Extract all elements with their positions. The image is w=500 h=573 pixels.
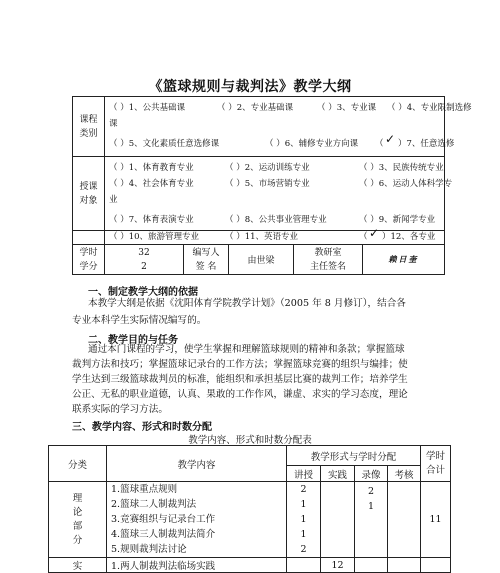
theory-lecture-hours: 2 1 1 1 2 — [287, 482, 321, 558]
option-public-basic: （ ）1、公共基础课 — [109, 103, 186, 113]
course-category-label: 课程 类别 — [73, 97, 105, 157]
option-any-elective: ）7、任意选修 — [398, 139, 455, 149]
header-total: 学时 合计 — [421, 446, 451, 482]
option-restricted-elective-cont: 课 — [109, 119, 118, 129]
course-info-table — [72, 96, 472, 275]
option-minor-direction: （ ）6、辅修专业方向课 — [265, 139, 359, 149]
section-heading-content: 三、教学内容、形式和时数分配 — [72, 422, 212, 433]
theory-practice-hours — [321, 482, 355, 558]
option-professional-basic: （ ）2、专业基础课 — [217, 103, 294, 113]
paragraph-goals-line3: 学生达到三级篮球裁判员的标准，能组织和承担基层比赛的裁判工作；培养学生 — [72, 374, 408, 385]
practice-practice-hours: 12 — [321, 558, 355, 573]
paragraph-goals-line4: 公正、无私的职业道德，认真、果敢的工作作风，谦虚、求实的学习态度，理论 — [72, 389, 408, 400]
hours-credits-label: 学时 学分 — [73, 245, 105, 275]
majors-options-extra — [105, 226, 445, 245]
checkmark-icon: ✓ — [369, 226, 380, 240]
section-heading-basis: 一、制定教学大纲的依据 — [88, 287, 198, 298]
author-name: 由世梁 — [229, 245, 294, 275]
theory-exam-hours — [388, 482, 421, 558]
theory-row — [49, 482, 451, 558]
course-category-row — [73, 97, 445, 157]
majors-options — [105, 157, 453, 231]
option-any-elective-open: （ — [375, 139, 384, 149]
option-human-sport-science-cont: 业 — [109, 195, 118, 205]
schedule-table — [48, 445, 451, 573]
option-national-traditional: （ ）3、民族传统专业 — [359, 163, 444, 173]
hours-row — [73, 245, 445, 275]
hours-value: 32 — [138, 247, 150, 258]
credits-value: 2 — [141, 261, 147, 272]
option-public-affairs: （ ）8、公共事业管理专业 — [225, 215, 327, 225]
list-item: 1.篮球重点规则 — [111, 484, 178, 495]
header-lecture: 讲授 — [287, 466, 321, 482]
theory-total-hours: 11 — [421, 482, 451, 558]
office-director-label: 教研室 主任签名 — [294, 245, 363, 275]
option-human-sport-science: （ ）6、运动人体科学专 — [359, 179, 453, 189]
option-all-majors-open: （ — [359, 232, 368, 242]
option-english: （ ）11、英语专业 — [225, 232, 299, 242]
list-item: 3.竞赛组织与记录台工作 — [111, 514, 216, 525]
option-sports-performance: （ ）7、体育表演专业 — [109, 215, 194, 225]
list-item: 2.篮球二人制裁判法 — [111, 499, 197, 510]
majors-label: 授课 对象 — [73, 157, 105, 231]
paragraph-goals-line2: 裁判方法和技巧；掌握篮球记录台的工作方法；掌握篮球竞赛的组织与编排；使 — [72, 359, 408, 370]
option-journalism: （ ）9、新闻学专业 — [359, 215, 436, 225]
option-all-majors: ）12、各专业 — [382, 232, 436, 242]
option-restricted-elective: （ ）4、专业限制选修 — [387, 103, 472, 113]
majors-row — [73, 157, 445, 231]
header-practice: 实践 — [321, 466, 355, 482]
paragraph-goals-line5: 联系实际的学习方法。 — [72, 404, 168, 415]
practice-item: 1.两人制裁判法临场实践 — [107, 558, 287, 573]
header-video: 录像 — [355, 466, 388, 482]
option-culture-elective: （ ）5、文化素质任意选修课 — [109, 139, 220, 149]
option-marketing: （ ）5、市场营销专业 — [225, 179, 310, 189]
document-title: 《篮球规则与裁判法》教学大纲 — [148, 79, 352, 95]
office-director-signature: 赖日奎 — [363, 245, 445, 275]
schedule-caption: 教学内容、形式和时数分配表 — [188, 435, 312, 446]
hours-credits-values — [105, 245, 184, 275]
section-heading-goals: 二、教学目的与任务 — [88, 335, 178, 346]
paragraph-basis-line1: 本教学大纲是依据《沈阳体育学院教学计划》（2005 年 8 月修订），结合各 — [88, 298, 406, 309]
schedule-header-row — [49, 446, 451, 466]
checkmark-icon: ✓ — [385, 132, 396, 146]
majors-row-extra — [73, 231, 445, 245]
option-sports-training: （ ）2、运动训练专业 — [225, 163, 310, 173]
theory-items — [107, 482, 287, 558]
paragraph-basis-line2: 专业本科学生实际情况编写的。 — [72, 315, 207, 326]
option-tourism: （ ）10、旅游管理专业 — [109, 232, 200, 242]
practice-category: 实 — [49, 558, 107, 573]
header-exam: 考核 — [388, 466, 421, 482]
header-category: 分类 — [49, 446, 107, 482]
option-pe-education: （ ）1、体育教育专业 — [109, 163, 194, 173]
theory-category: 理 论 部 分 — [49, 482, 107, 558]
header-form: 教学形式与学时分配 — [287, 446, 421, 466]
header-content: 教学内容 — [107, 446, 287, 482]
list-item: 4.篮球三人制裁判法简介 — [111, 529, 216, 540]
list-item: 5.规则裁判法讨论 — [111, 544, 187, 555]
option-professional: （ ）3、专业课 — [317, 103, 377, 113]
option-social-sports: （ ）4、社会体育专业 — [109, 179, 194, 189]
theory-video-hours: 2 1 — [355, 482, 388, 558]
paragraph-goals-line1: 通过本门课程的学习，使学生掌握和理解篮球规则的精神和条款；掌握篮球 — [88, 344, 405, 355]
author-label: 编写人 签 名 — [184, 245, 229, 275]
practice-row — [49, 558, 451, 573]
course-category-options — [105, 97, 472, 157]
